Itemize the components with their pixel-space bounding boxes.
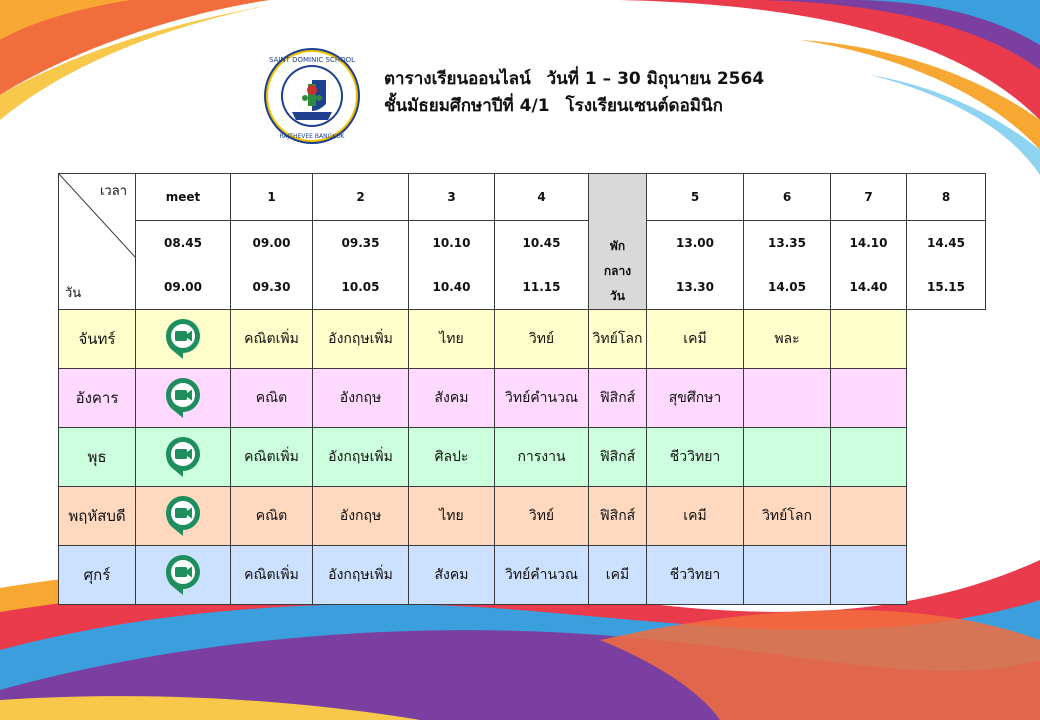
subject-cell: คณิตเพิ่ม [231,546,313,605]
day-name-cell: อังคาร [59,369,136,428]
subject-cell: ชีววิทยา [647,546,744,605]
google-meet-icon[interactable] [164,317,202,361]
end-time-row [59,265,986,310]
subject-cell [744,428,831,487]
subject-cell: สังคม [409,546,495,605]
corner-time-label: เวลา [99,184,127,199]
subject-cell [831,310,907,369]
period-header-row [59,174,986,221]
subject-cell: อังกฤษเพิ่ม [313,310,409,369]
period-header: 5 [647,174,744,221]
subject-cell: ชีววิทยา [647,428,744,487]
subject-cell: ฟิสิกส์ [589,428,647,487]
day-row [59,310,986,369]
subject-cell: ไทย [409,310,495,369]
google-meet-icon[interactable] [164,553,202,597]
subject-cell: อังกฤษเพิ่ม [313,546,409,605]
period-header: 2 [313,174,409,221]
start-time: 08.45 [136,220,231,265]
subject-cell: ฟิสิกส์ [589,369,647,428]
subject-cell: วิทย์โลก [589,310,647,369]
title-block [384,66,774,120]
end-time: 11.15 [495,265,589,310]
start-time: 10.10 [409,220,495,265]
subject-cell [744,369,831,428]
subject-cell: อังกฤษ [313,369,409,428]
title-date-range: วันที่ 1 – 30 มิถุนายน 2564 [546,69,765,89]
subject-cell: วิทย์ [495,310,589,369]
start-time: 09.00 [231,220,313,265]
start-time: 14.45 [907,220,986,265]
subject-cell: อังกฤษเพิ่ม [313,428,409,487]
meet-link-cell[interactable] [136,369,231,428]
lunch-label-1: พัก [609,239,626,253]
end-time: 09.30 [231,265,313,310]
title-line-2 [384,93,774,120]
subject-cell: การงาน [495,428,589,487]
period-header: 7 [831,174,907,221]
timetable [58,173,986,605]
period-header: 1 [231,174,313,221]
day-row [59,487,986,546]
subject-cell: วิทย์ [495,487,589,546]
day-row [59,369,986,428]
period-header: 8 [907,174,986,221]
subject-cell [831,487,907,546]
period-header: 3 [409,174,495,221]
subject-cell: วิทย์คำนวณ [495,546,589,605]
subject-cell: เคมี [589,546,647,605]
logo-ring-bottom: RAJTHEVEE BANGKOK [279,133,345,140]
title-schedule: ตารางเรียนออนไลน์ [384,69,531,89]
google-meet-icon[interactable] [164,494,202,538]
subject-cell [831,369,907,428]
header [262,44,862,150]
subject-cell: คณิตเพิ่ม [231,428,313,487]
lunch-break-cell [589,174,647,310]
subject-cell: ศิลปะ [409,428,495,487]
subject-cell: วิทย์โลก [744,487,831,546]
subject-cell: คณิตเพิ่ม [231,310,313,369]
day-name-cell: พฤหัสบดี [59,487,136,546]
end-time: 10.40 [409,265,495,310]
start-time: 13.00 [647,220,744,265]
end-time: 14.05 [744,265,831,310]
subject-cell: เคมี [647,487,744,546]
subject-cell: อังกฤษ [313,487,409,546]
start-time: 14.10 [831,220,907,265]
start-time: 10.45 [495,220,589,265]
start-time: 09.35 [313,220,409,265]
period-header: meet [136,174,231,221]
title-school: โรงเรียนเซนต์ดอมินิก [565,96,723,116]
school-logo [262,46,362,146]
subject-cell: ไทย [409,487,495,546]
lunch-label-2: กลาง [603,264,632,278]
subject-cell: สุขศึกษา [647,369,744,428]
subject-cell: ฟิสิกส์ [589,487,647,546]
end-time: 09.00 [136,265,231,310]
title-line-1 [384,66,774,93]
subject-cell: วิทย์คำนวณ [495,369,589,428]
meet-link-cell[interactable] [136,428,231,487]
subject-cell: พละ [744,310,831,369]
logo-ring-top: SAINT DOMINIC SCHOOL [268,56,356,64]
end-time: 15.15 [907,265,986,310]
start-time-row [59,220,986,265]
day-name-cell: จันทร์ [59,310,136,369]
subject-cell [831,428,907,487]
google-meet-icon[interactable] [164,435,202,479]
day-name-cell: พุธ [59,428,136,487]
subject-cell: คณิต [231,369,313,428]
corner-cell [59,174,136,310]
day-name-cell: ศุกร์ [59,546,136,605]
end-time: 14.40 [831,265,907,310]
end-time: 13.30 [647,265,744,310]
meet-link-cell[interactable] [136,546,231,605]
google-meet-icon[interactable] [164,376,202,420]
subject-cell: สังคม [409,369,495,428]
period-header: 6 [744,174,831,221]
subject-cell [831,546,907,605]
subject-cell: เคมี [647,310,744,369]
period-header: 4 [495,174,589,221]
day-row [59,546,986,605]
title-class: ชั้นมัธยมศึกษาปีที่ 4/1 [384,96,550,116]
start-time: 13.35 [744,220,831,265]
corner-day-label: วัน [65,286,82,301]
lunch-label-3: วัน [610,289,625,303]
day-row [59,428,986,487]
subject-cell [744,546,831,605]
subject-cell: คณิต [231,487,313,546]
meet-link-cell[interactable] [136,487,231,546]
end-time: 10.05 [313,265,409,310]
meet-link-cell[interactable] [136,310,231,369]
